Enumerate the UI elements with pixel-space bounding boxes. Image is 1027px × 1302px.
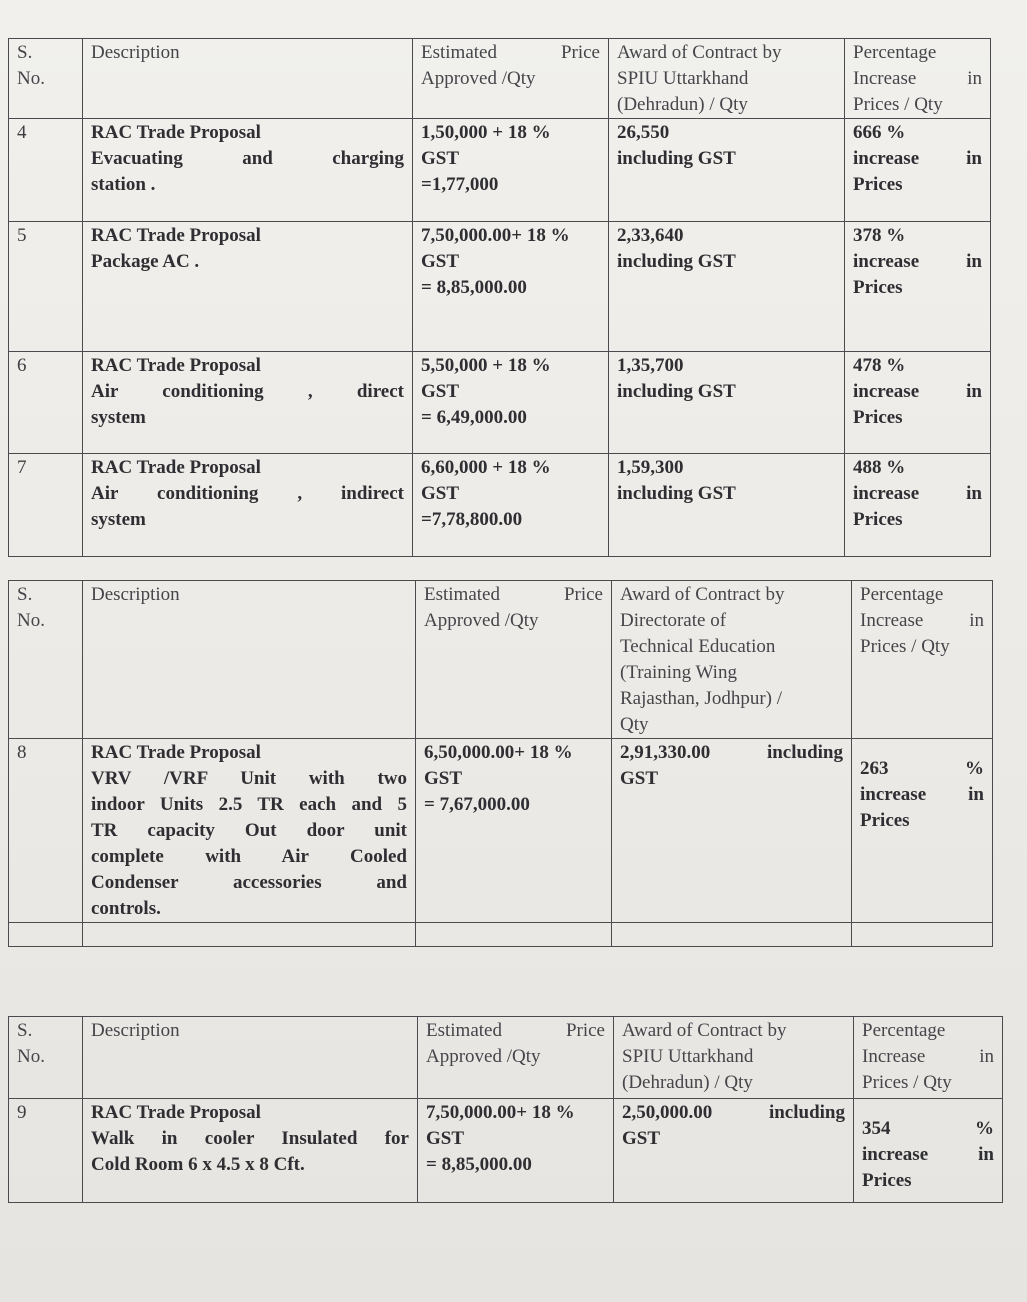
sno-header: S. No.: [9, 1017, 83, 1099]
row-estimated-price: 1,50,000 + 18 % GST =1,77,000: [413, 119, 609, 222]
row-sno: 4: [9, 119, 83, 222]
table-row: [9, 352, 991, 454]
row-estimated-price: 6,60,000 + 18 % GST =7,78,800.00: [413, 454, 609, 557]
percentage-increase-header: Percentage Increase in Prices / Qty: [845, 39, 991, 119]
row-percentage-increase: 378 % increase in Prices: [845, 222, 991, 352]
row-award-amount: 2,50,000.00 including GST: [614, 1099, 854, 1203]
table-row: [9, 119, 991, 222]
award-of-contract-header: Award of Contract by SPIU Uttarkhand (Dehradun) / Qty: [614, 1017, 854, 1099]
row-sno: 7: [9, 454, 83, 557]
row-percentage-increase: 478 % increase in Prices: [845, 352, 991, 454]
table-row: [9, 739, 993, 923]
table-row: [9, 1099, 1003, 1203]
row-description: RAC Trade Proposal Walk in cooler Insulated for Cold Room 6 x 4.5 x 8 Cft.: [83, 1099, 418, 1203]
sno-header: S. No.: [9, 581, 83, 739]
cost-table-spiu-uttarakhand-1: [8, 38, 991, 557]
row-percentage-increase: 488 % increase in Prices: [845, 454, 991, 557]
row-award-amount: 1,59,300 including GST: [609, 454, 845, 557]
row-estimated-price: 6,50,000.00+ 18 % GST = 7,67,000.00: [416, 739, 612, 923]
row-description: RAC Trade Proposal Evacuating and charging station .: [83, 119, 413, 222]
row-description: RAC Trade Proposal Air conditioning , indirect system: [83, 454, 413, 557]
row-percentage-increase: 354 % increase in Prices: [854, 1099, 1003, 1203]
table-header-row: [9, 39, 991, 119]
estimated-price-header: Estimated Price Approved /Qty: [418, 1017, 614, 1099]
row-description: RAC Trade Proposal VRV /VRF Unit with two indoor Units 2.5 TR each and 5 TR capacity Out door unit complete with Air Cooled Condenser accessories and controls.: [83, 739, 416, 923]
cost-table-jodhpur: [8, 580, 993, 947]
row-award-amount: 26,550 including GST: [609, 119, 845, 222]
cost-table-spiu-uttarakhand-2: [8, 1016, 1003, 1203]
table-row: [9, 454, 991, 557]
row-sno: 5: [9, 222, 83, 352]
row-sno: 9: [9, 1099, 83, 1203]
row-percentage-increase: 666 % increase in Prices: [845, 119, 991, 222]
row-award-amount: 2,91,330.00 including GST: [612, 739, 852, 923]
description-header: Description: [83, 39, 413, 119]
row-percentage-increase: 263 % increase in Prices: [852, 739, 993, 923]
row-estimated-price: 7,50,000.00+ 18 % GST = 8,85,000.00: [413, 222, 609, 352]
sno-header: S. No.: [9, 39, 83, 119]
row-sno: 8: [9, 739, 83, 923]
row-description: RAC Trade Proposal Package AC .: [83, 222, 413, 352]
estimated-price-header: Estimated Price Approved /Qty: [416, 581, 612, 739]
row-sno: 6: [9, 352, 83, 454]
row-estimated-price: 7,50,000.00+ 18 % GST = 8,85,000.00: [418, 1099, 614, 1203]
row-award-amount: 1,35,700 including GST: [609, 352, 845, 454]
empty-row: [9, 923, 993, 947]
table-row: [9, 222, 991, 352]
percentage-increase-header: Percentage Increase in Prices / Qty: [852, 581, 993, 739]
table-header-row: [9, 581, 993, 739]
award-of-contract-header: Award of Contract by SPIU Uttarkhand (Dehradun) / Qty: [609, 39, 845, 119]
row-award-amount: 2,33,640 including GST: [609, 222, 845, 352]
description-header: Description: [83, 1017, 418, 1099]
row-description: RAC Trade Proposal Air conditioning , direct system: [83, 352, 413, 454]
row-estimated-price: 5,50,000 + 18 % GST = 6,49,000.00: [413, 352, 609, 454]
percentage-increase-header: Percentage Increase in Prices / Qty: [854, 1017, 1003, 1099]
award-of-contract-header: Award of Contract by Directorate of Technical Education (Training Wing Rajasthan, Jodhpur) / Qty: [612, 581, 852, 739]
table-header-row: [9, 1017, 1003, 1099]
description-header: Description: [83, 581, 416, 739]
estimated-price-header: Estimated Price Approved /Qty: [413, 39, 609, 119]
